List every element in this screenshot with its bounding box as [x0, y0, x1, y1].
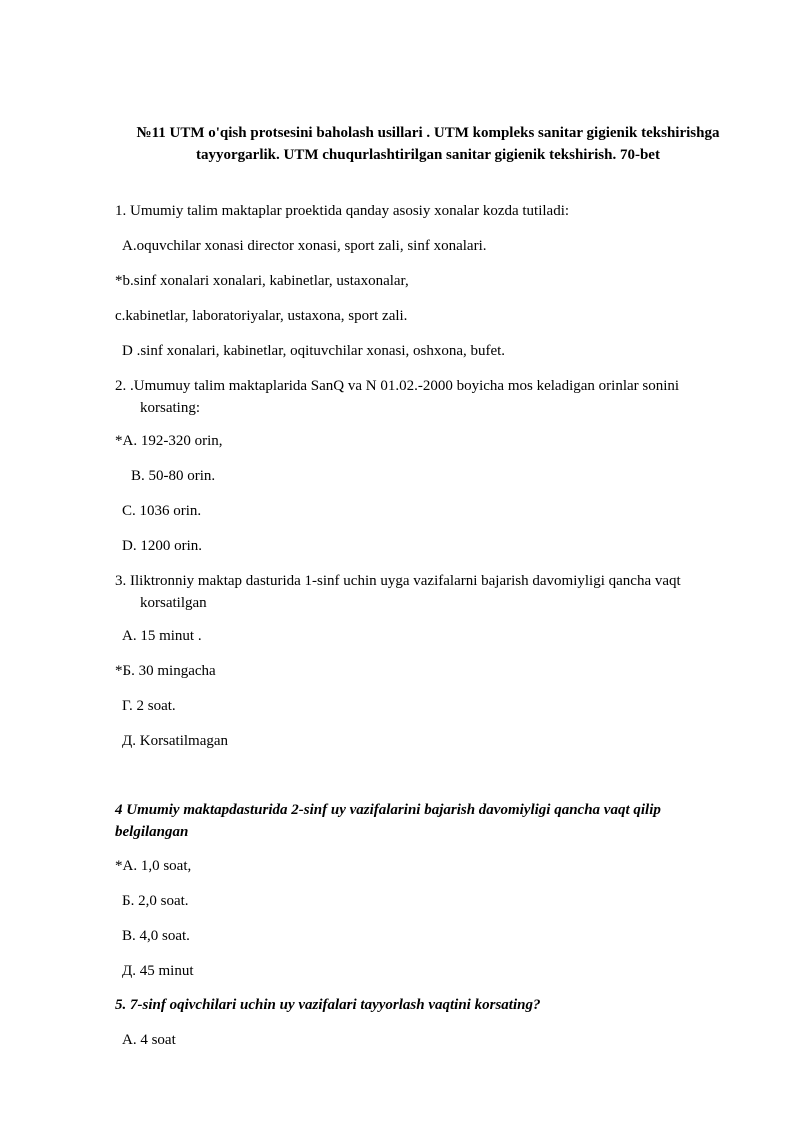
question-2	[115, 375, 742, 419]
q2-option-d: D. 1200 orin.	[122, 538, 202, 554]
document-title: №11 UTM o'qish protsesini baholash usillari . UTM kompleks sanitar gigienik tekshirishga tayyorgarlik. UTM chuqurlashtirilgan sanitar gigienik tekshirish. 70-bet	[136, 125, 720, 163]
q2-option-a: *A. 192-320 orin,	[115, 433, 223, 449]
q1-option-c: c.kabinetlar, laboratoriyalar, ustaxona, sport zali.	[115, 308, 408, 324]
q3-option-d: Д. Korsatilmagan	[122, 733, 229, 749]
q4-option-b: Б. 2,0 soat.	[122, 893, 189, 909]
q1-option-a: A.oquvchilar xonasi director xonasi, sport zali, sinf xonalari.	[122, 238, 487, 254]
question-2-line-1: 2. .Umumuy talim maktaplarida SanQ va N 01.02.-2000 boyicha mos keladigan orinlar sonini	[115, 378, 680, 394]
q3-option-a: A. 15 minut .	[122, 628, 202, 644]
q2-option-b: B. 50-80 orin.	[131, 468, 216, 484]
question-3	[115, 570, 742, 614]
question-4-line-2: belgilangan	[115, 824, 189, 840]
question-4-line-1: 4 Umumiy maktapdasturida 2-sinf uy vazifalarini bajarish davomiyligi qancha vaqt qilip	[115, 802, 661, 818]
q4-option-a: *A. 1,0 soat,	[115, 858, 192, 874]
q1-option-d: D .sinf xonalari, kabinetlar, oqituvchilar xonasi, oshxona, bufet.	[122, 343, 506, 359]
question-3-line-1: 3. Iliktronniy maktap dasturida 1-sinf uchin uyga vazifalarni bajarish davomiyligi qancha vaqt	[115, 573, 681, 589]
question-2-line-2: korsating:	[140, 400, 200, 416]
q3-option-c: Г. 2 soat.	[122, 698, 176, 714]
q4-option-c: В. 4,0 soat.	[122, 928, 190, 944]
question-5: 5. 7-sinf oqivchilari uchin uy vazifalari tayyorlash vaqtini korsating?	[115, 997, 541, 1013]
q1-option-b: *b.sinf xonalari xonalari, kabinetlar, ustaxonalar,	[115, 273, 409, 289]
q3-option-b: *Б. 30 mingacha	[115, 663, 216, 679]
question-3-line-2: korsatilgan	[140, 595, 207, 611]
q2-option-c: C. 1036 orin.	[122, 503, 202, 519]
q5-option-a: A. 4 soat	[122, 1032, 176, 1048]
question-4	[115, 799, 742, 843]
q4-option-d: Д. 45 minut	[122, 963, 194, 979]
question-1: 1. Umumiy talim maktaplar proektida qanday asosiy xonalar kozda tutiladi:	[115, 203, 570, 219]
